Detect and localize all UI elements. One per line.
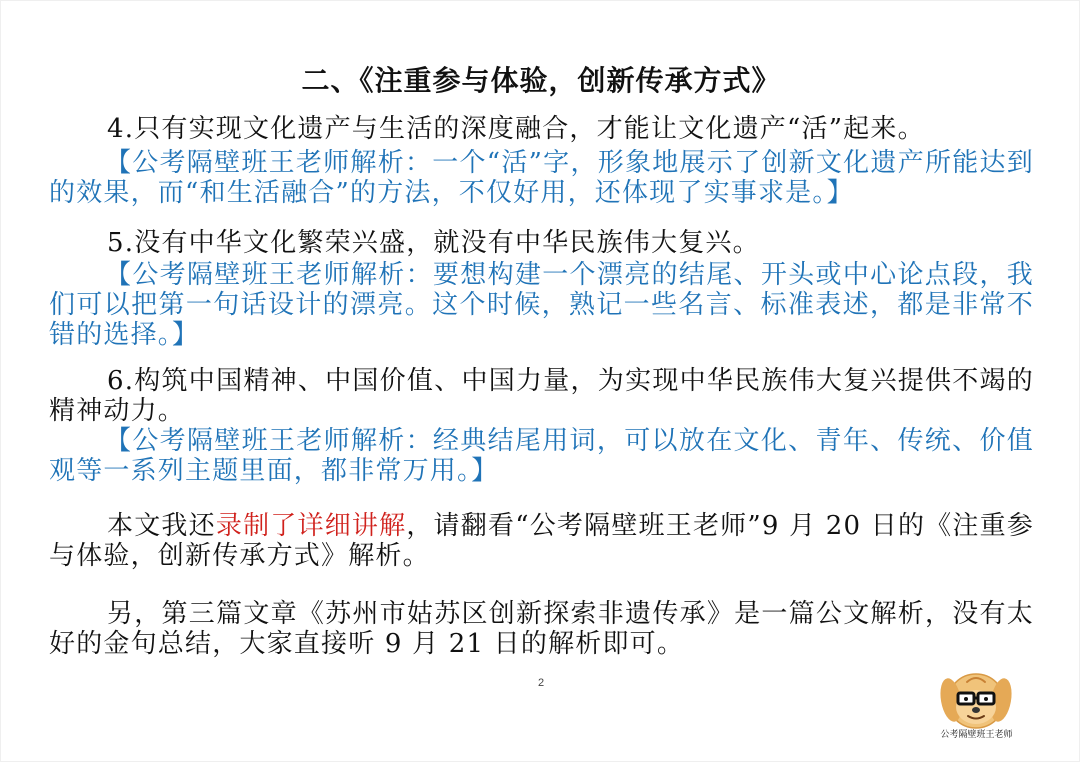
recording-note-after: ，请翻看“公考隔壁班王老师”9 月 20 日的《注重参与体验，创新传承方式》解析。 xyxy=(49,511,1034,571)
analysis-item-6: 【公考隔壁班王老师解析：经典结尾用词，可以放在文化、青年、传统、价值观等一系列主题里面，都非常万用。】 xyxy=(49,426,1034,486)
page-title: 二、《注重参与体验，创新传承方式》 xyxy=(301,64,781,97)
watermark-caption: 公考隔壁班王老师 xyxy=(940,730,1013,740)
article-note: 另，第三篇文章《苏州市姑苏区创新探索非遗传承》是一篇公文解析，没有太好的金句总结，大家直接听 9 月 21 日的解析即可。 xyxy=(49,599,1034,659)
recording-note-highlight: 录制了详细讲解 xyxy=(215,511,407,541)
recording-note-before: 本文我还 xyxy=(107,511,216,541)
recording-note xyxy=(49,511,1034,571)
page-number: 2 xyxy=(537,677,545,689)
quote-item-6: 6.构筑中国精神、中国价值、中国力量，为实现中华民族伟大复兴提供不竭的精神动力。 xyxy=(49,366,1034,426)
quote-item-4: 4.只有实现文化遗产与生活的深度融合，才能让文化遗产“活”起来。 xyxy=(107,114,925,144)
analysis-item-5: 【公考隔壁班王老师解析：要想构建一个漂亮的结尾、开头或中心论点段，我们可以把第一句话设计的漂亮。这个时候，熟记一些名言、标准表述，都是非常不错的选择。】 xyxy=(49,260,1034,350)
analysis-item-4: 【公考隔壁班王老师解析：一个“活”字，形象地展示了创新文化遗产所能达到的效果，而“和生活融合”的方法，不仅好用，还体现了实事求是。】 xyxy=(49,148,1034,208)
quote-item-5: 5.没有中华文化繁荣兴盛，就没有中华民族伟大复兴。 xyxy=(107,228,760,258)
